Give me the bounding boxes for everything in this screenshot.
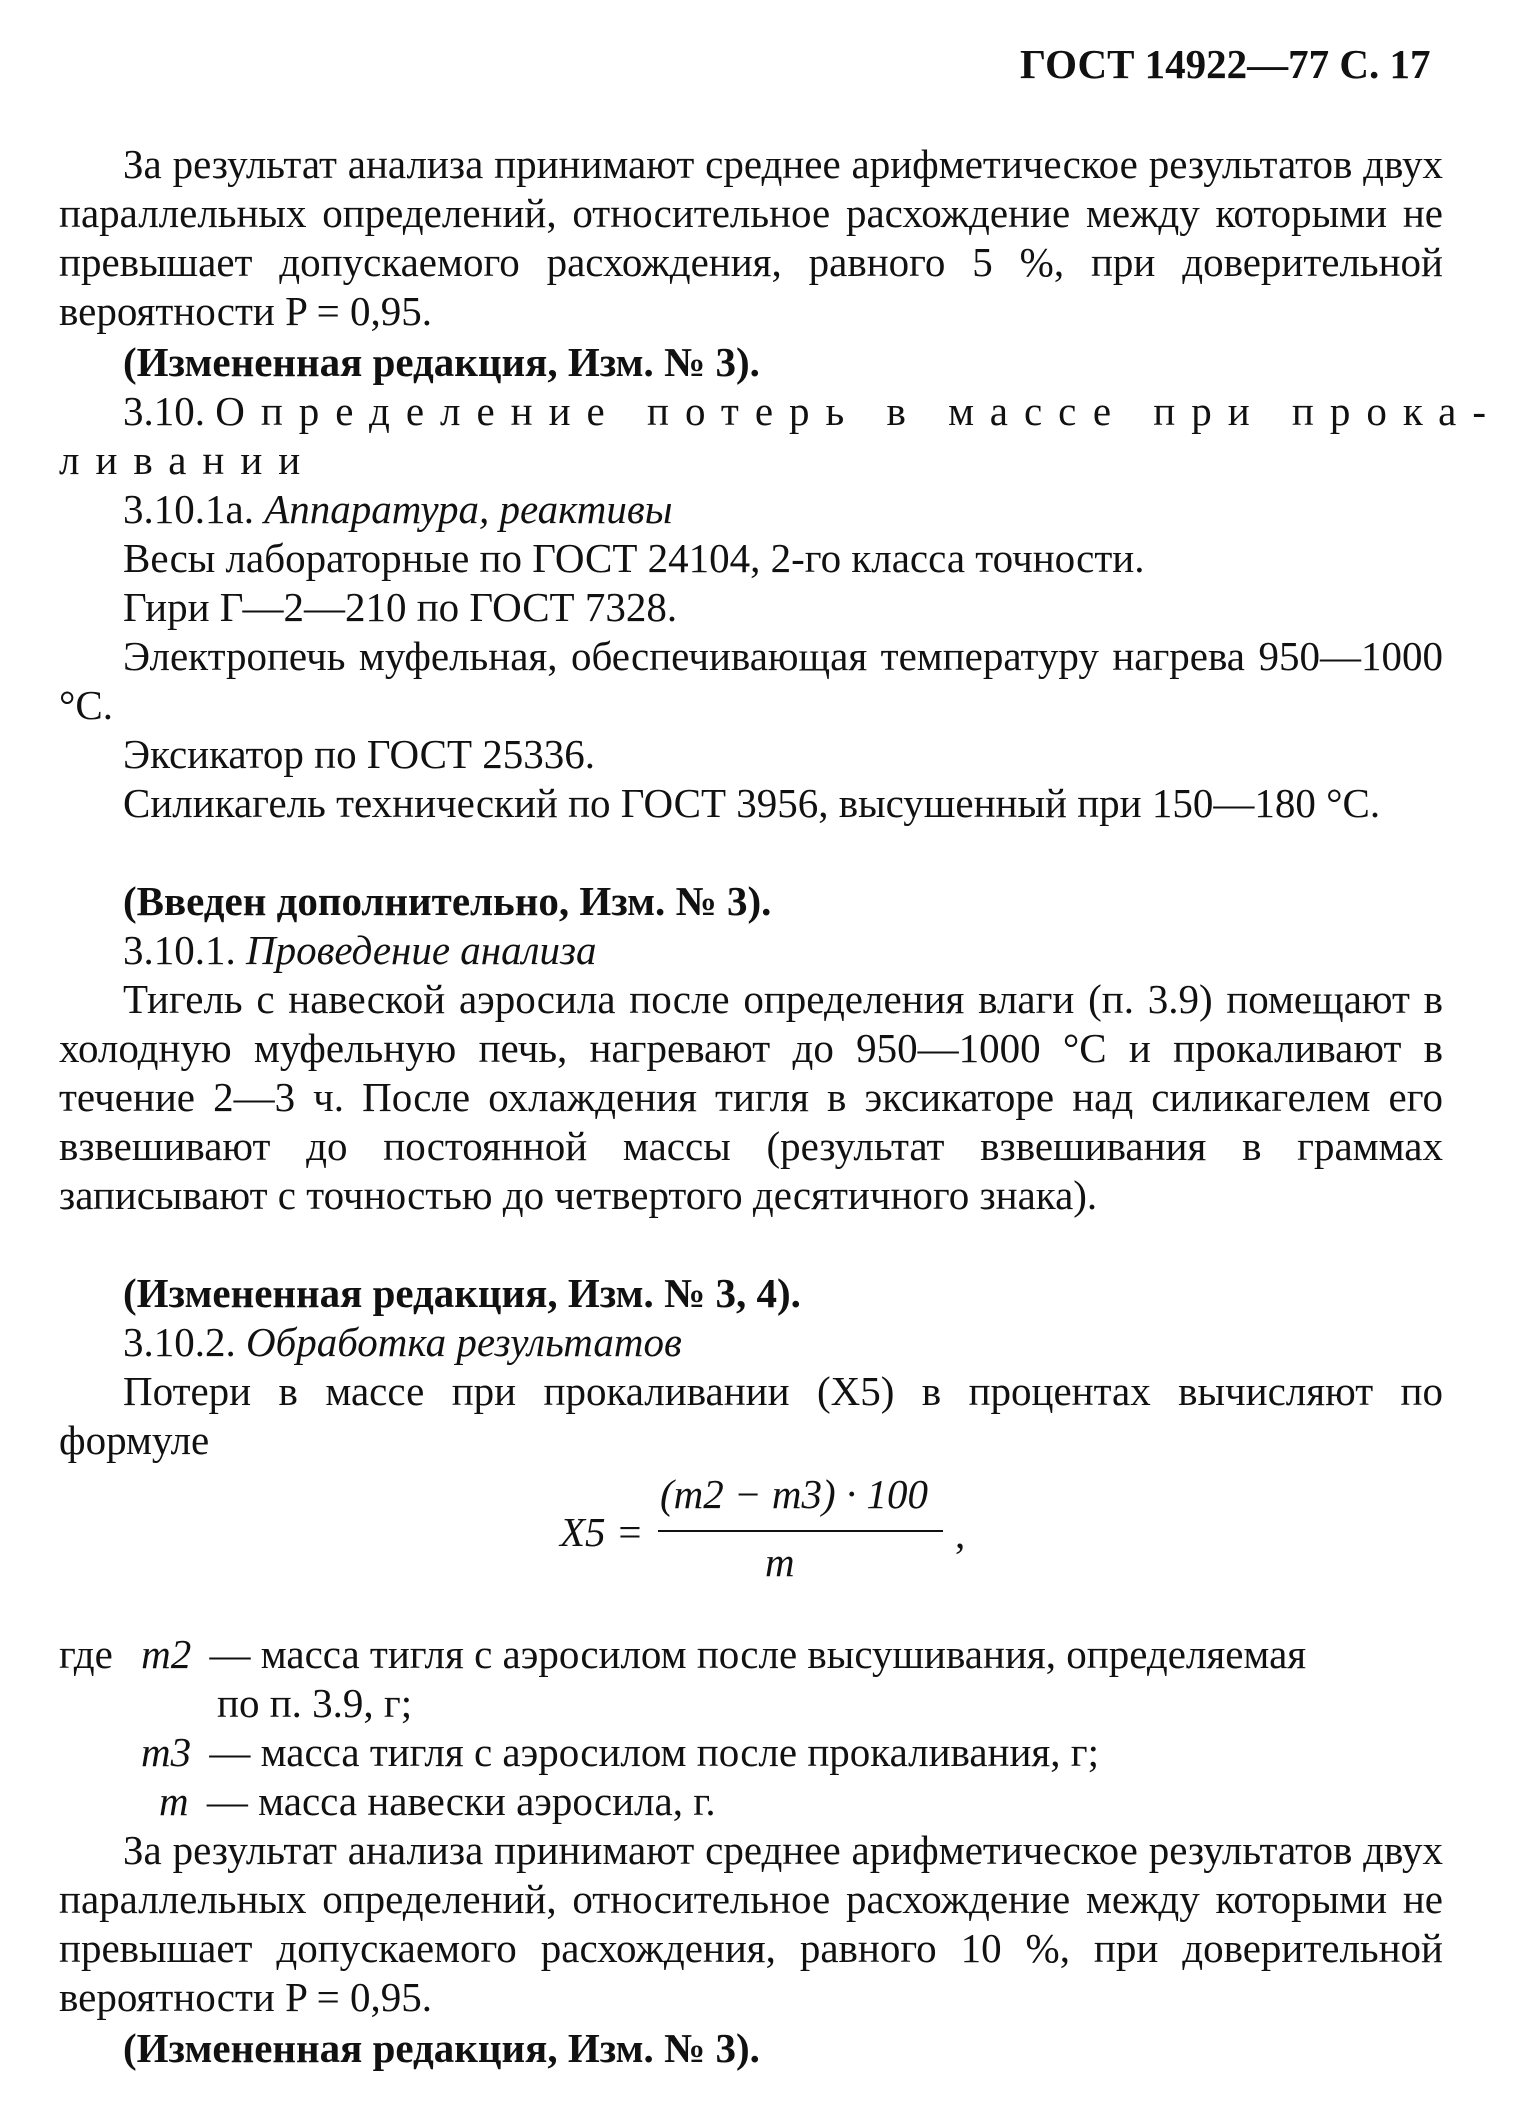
equipment-furnace: Электропечь муфельная, обеспечивающая температуру нагрева 950—1000 °С.: [59, 633, 1443, 728]
equipment-scales: Весы лабораторные по ГОСТ 24104, 2-го класса точности.: [123, 535, 1145, 581]
definition-m2: [59, 1630, 1306, 1679]
definition-text: по п. 3.9, г;: [217, 1680, 413, 1726]
section-title: Обработка результатов: [246, 1319, 682, 1365]
section-title: Аппаратура, реактивы: [264, 486, 673, 532]
definition-lead: где: [59, 1631, 113, 1677]
definition-text: — масса тигля с аэросилом после высушивания, определяемая: [209, 1631, 1307, 1677]
loss-formula-intro: Потери в массе при прокаливании (X5) в процентах вычисляют по формуле: [59, 1368, 1443, 1463]
procedure-paragraph: Тигель с навеской аэросила после определения влаги (п. 3.9) помещают в холодную муфельную печь, нагревают до 950—1000 °С и прокаливают в течение 2—3 ч. После охлаждения тигля в эксикаторе над силикагелем его взвешивают до постоянной массы (результат взвешивания в граммах записывают с точностью до четвертого десятичного знака).: [59, 976, 1443, 1218]
loss-formula: [560, 1470, 980, 1590]
section-3-10-heading: [123, 387, 1502, 436]
result-paragraph-2: За результат анализа принимают среднее арифметическое результатов двух параллельных определений, относительное расхождение между которыми не превышает допускаемого расхождения, равного 10 %, при доверительной вероятности P = 0,95.: [59, 1827, 1443, 2020]
result-paragraph-1: За результат анализа принимают среднее арифметическое результатов двух параллельных определений, относительное расхождение между которыми не превышает допускаемого расхождения, равного 5 %, при доверительной вероятности P = 0,95.: [59, 141, 1443, 334]
equipment-desiccator: Эксикатор по ГОСТ 25336.: [123, 731, 596, 777]
definition-symbol: m2: [141, 1631, 192, 1677]
amendment-note-3: (Измененная редакция, Изм. № 3).: [123, 2025, 760, 2071]
amendment-note-2: (Измененная редакция, Изм. № 3, 4).: [123, 1270, 801, 1316]
section-title: Определение потерь в массе при прока-: [215, 388, 1503, 434]
formula-numerator: (m2 − m3) · 100: [660, 1471, 928, 1517]
page-header: ГОСТ 14922—77 С. 17: [1020, 41, 1431, 87]
section-number: 3.10.1.: [123, 927, 246, 973]
definition-m: [159, 1777, 716, 1826]
definition-m3: [141, 1728, 1099, 1777]
section-3-10-1-heading: [123, 926, 597, 975]
reagent-silica-gel: Силикагель технический по ГОСТ 3956, высушенный при 150—180 °С.: [123, 780, 1381, 826]
amendment-note-1: (Измененная редакция, Изм. № 3).: [123, 339, 760, 385]
section-number: 3.10.1а.: [123, 486, 265, 532]
formula-comma: ,: [955, 1511, 966, 1557]
definition-m2-continued: [217, 1679, 412, 1728]
section-title-continued: ливании: [59, 437, 317, 483]
definition-text: — масса навески аэросила, г.: [206, 1778, 716, 1824]
definition-symbol: m: [159, 1778, 189, 1824]
section-title: Проведение анализа: [246, 927, 597, 973]
definition-text: — масса тигля с аэросилом после прокаливания, г;: [209, 1729, 1099, 1775]
section-number: 3.10.: [123, 388, 216, 434]
section-3-10-1a-heading: [123, 485, 672, 534]
definition-symbol: m3: [141, 1729, 192, 1775]
section-3-10-2-heading: [123, 1318, 682, 1367]
section-number: 3.10.2.: [123, 1319, 246, 1365]
equipment-weights: Гири Г—2—210 по ГОСТ 7328.: [123, 584, 678, 630]
formula-denominator: m: [765, 1539, 795, 1585]
formula-lhs: X5 =: [560, 1509, 644, 1555]
fraction-bar: [658, 1530, 943, 1532]
added-note: (Введен дополнительно, Изм. № 3).: [123, 878, 772, 924]
